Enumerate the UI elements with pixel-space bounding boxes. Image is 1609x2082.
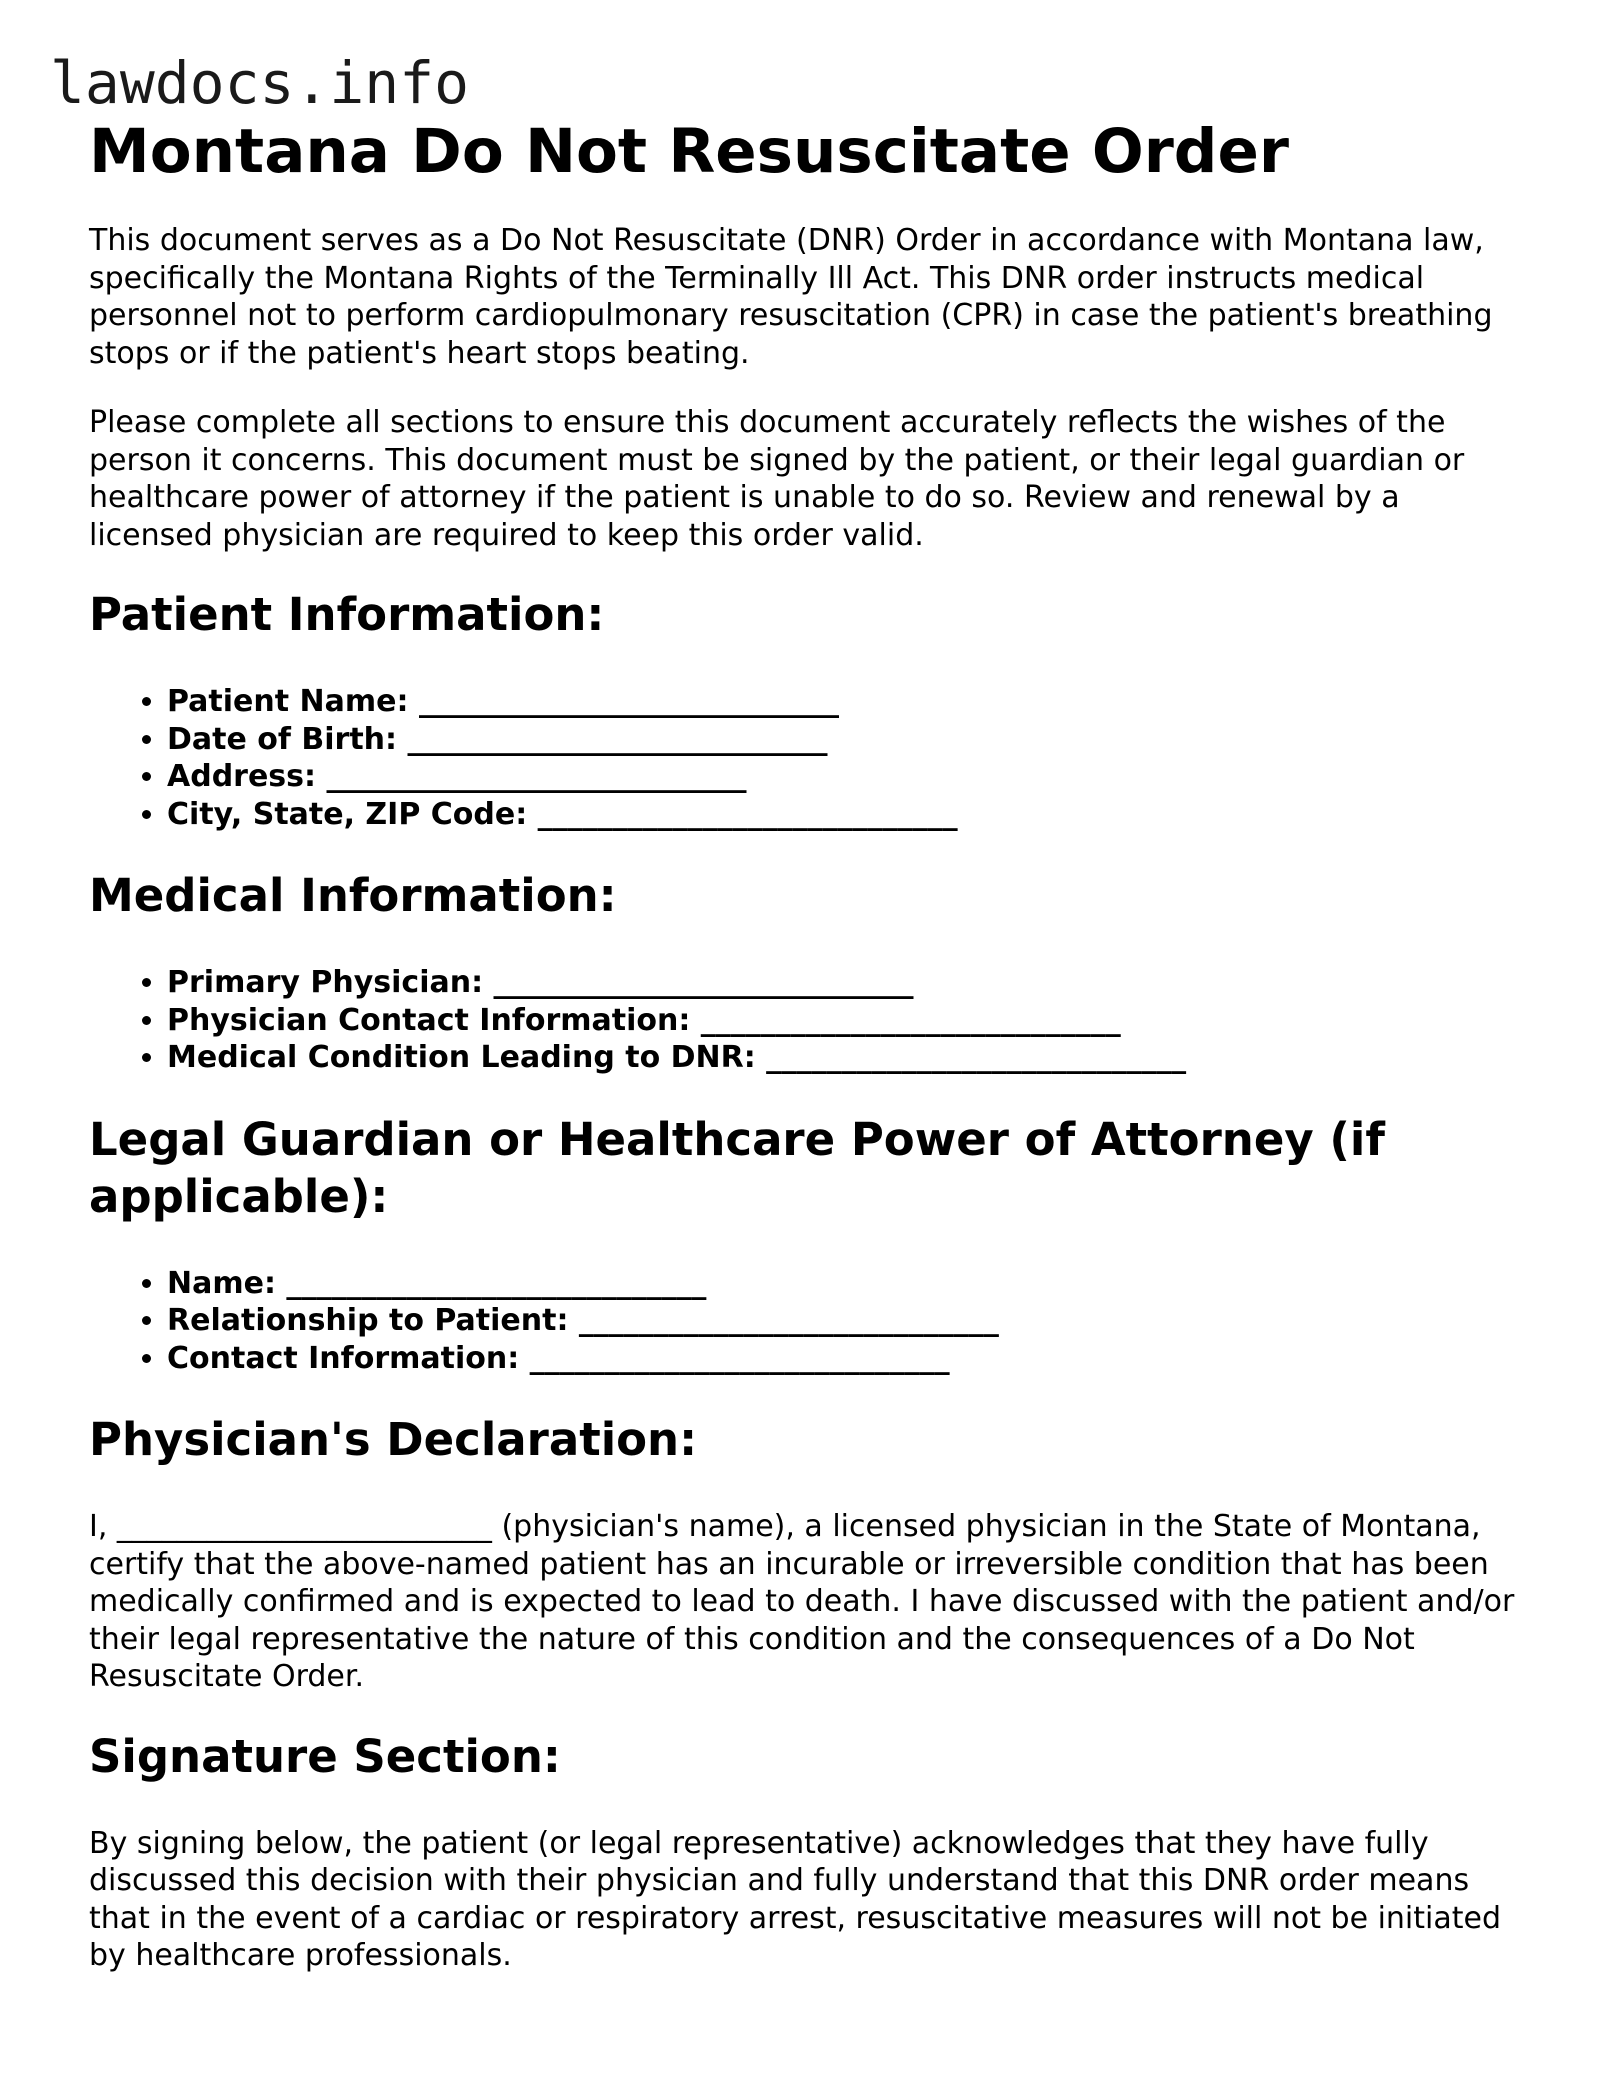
guardian-heading: Legal Guardian or Healthcare Power of Attorney (if applicable): — [89, 1112, 1385, 1223]
physician-declaration-text: I, _________________________ (physician's name), a licensed physician in the State of Montana, certify that the above-named patient has an incurable or irreversible condition that has been medically confirmed and is expected to lead to death. I have discussed with the patient and/or their legal representative the nature of this condition and the consequences of a Do Not Resuscitate Order. — [89, 1509, 1515, 1694]
guardian-contact-field: • Contact Information: ____________________________ — [167, 1340, 1529, 1378]
document-page — [89, 112, 1529, 2007]
date-of-birth-field: • Date of Birth: ____________________________ — [167, 721, 1529, 759]
signature-section-text: By signing below, the patient (or legal representative) acknowledges that they have fully discussed this decision with their physician and fully understand that this DNR order means that in the event of a cardiac or respiratory arrest, resuscitative measures will not be initiated by healthcare professionals. — [89, 1825, 1501, 1973]
intro-paragraph-2: Please complete all sections to ensure this document accurately reflects the wishes of the person it concerns. This document must be signed by the patient, or their legal guardian or healthcare power of attorney if the patient is unable to do so. Review and renewal by a licensed physician are required to keep this order valid. — [89, 405, 1465, 553]
intro-paragraph-1: This document serves as a Do Not Resuscitate (DNR) Order in accordance with Montana law, specifically the Montana Rights of the Terminally Ill Act. This DNR order instructs medical personnel not to perform cardiopulmonary resuscitation (CPR) in case the patient's breathing stops or if the patient's heart stops beating. — [89, 223, 1493, 371]
physician-contact-field: • Physician Contact Information: ____________________________ — [167, 1002, 1529, 1040]
primary-physician-field: • Primary Physician: ____________________________ — [167, 964, 1529, 1002]
site-watermark: lawdocs.info — [50, 49, 470, 117]
guardian-list — [89, 1265, 1529, 1378]
relationship-field: • Relationship to Patient: ____________________________ — [167, 1302, 1529, 1340]
address-field: • Address: ____________________________ — [167, 758, 1529, 796]
patient-information-list — [89, 683, 1529, 833]
patient-information-heading: Patient Information: — [89, 588, 605, 641]
patient-name-field: • Patient Name: ____________________________ — [167, 683, 1529, 721]
signature-section-heading: Signature Section: — [89, 1729, 561, 1783]
guardian-name-field: • Name: ____________________________ — [167, 1265, 1529, 1303]
medical-information-list — [89, 964, 1529, 1077]
medical-information-heading: Medical Information: — [89, 869, 617, 922]
city-state-zip-field: • City, State, ZIP Code: ____________________________ — [167, 796, 1529, 834]
physician-declaration-heading: Physician's Declaration: — [89, 1413, 698, 1466]
document-title: Montana Do Not Resuscitate Order — [89, 116, 1289, 187]
medical-condition-field: • Medical Condition Leading to DNR: ____________________________ — [167, 1039, 1529, 1077]
